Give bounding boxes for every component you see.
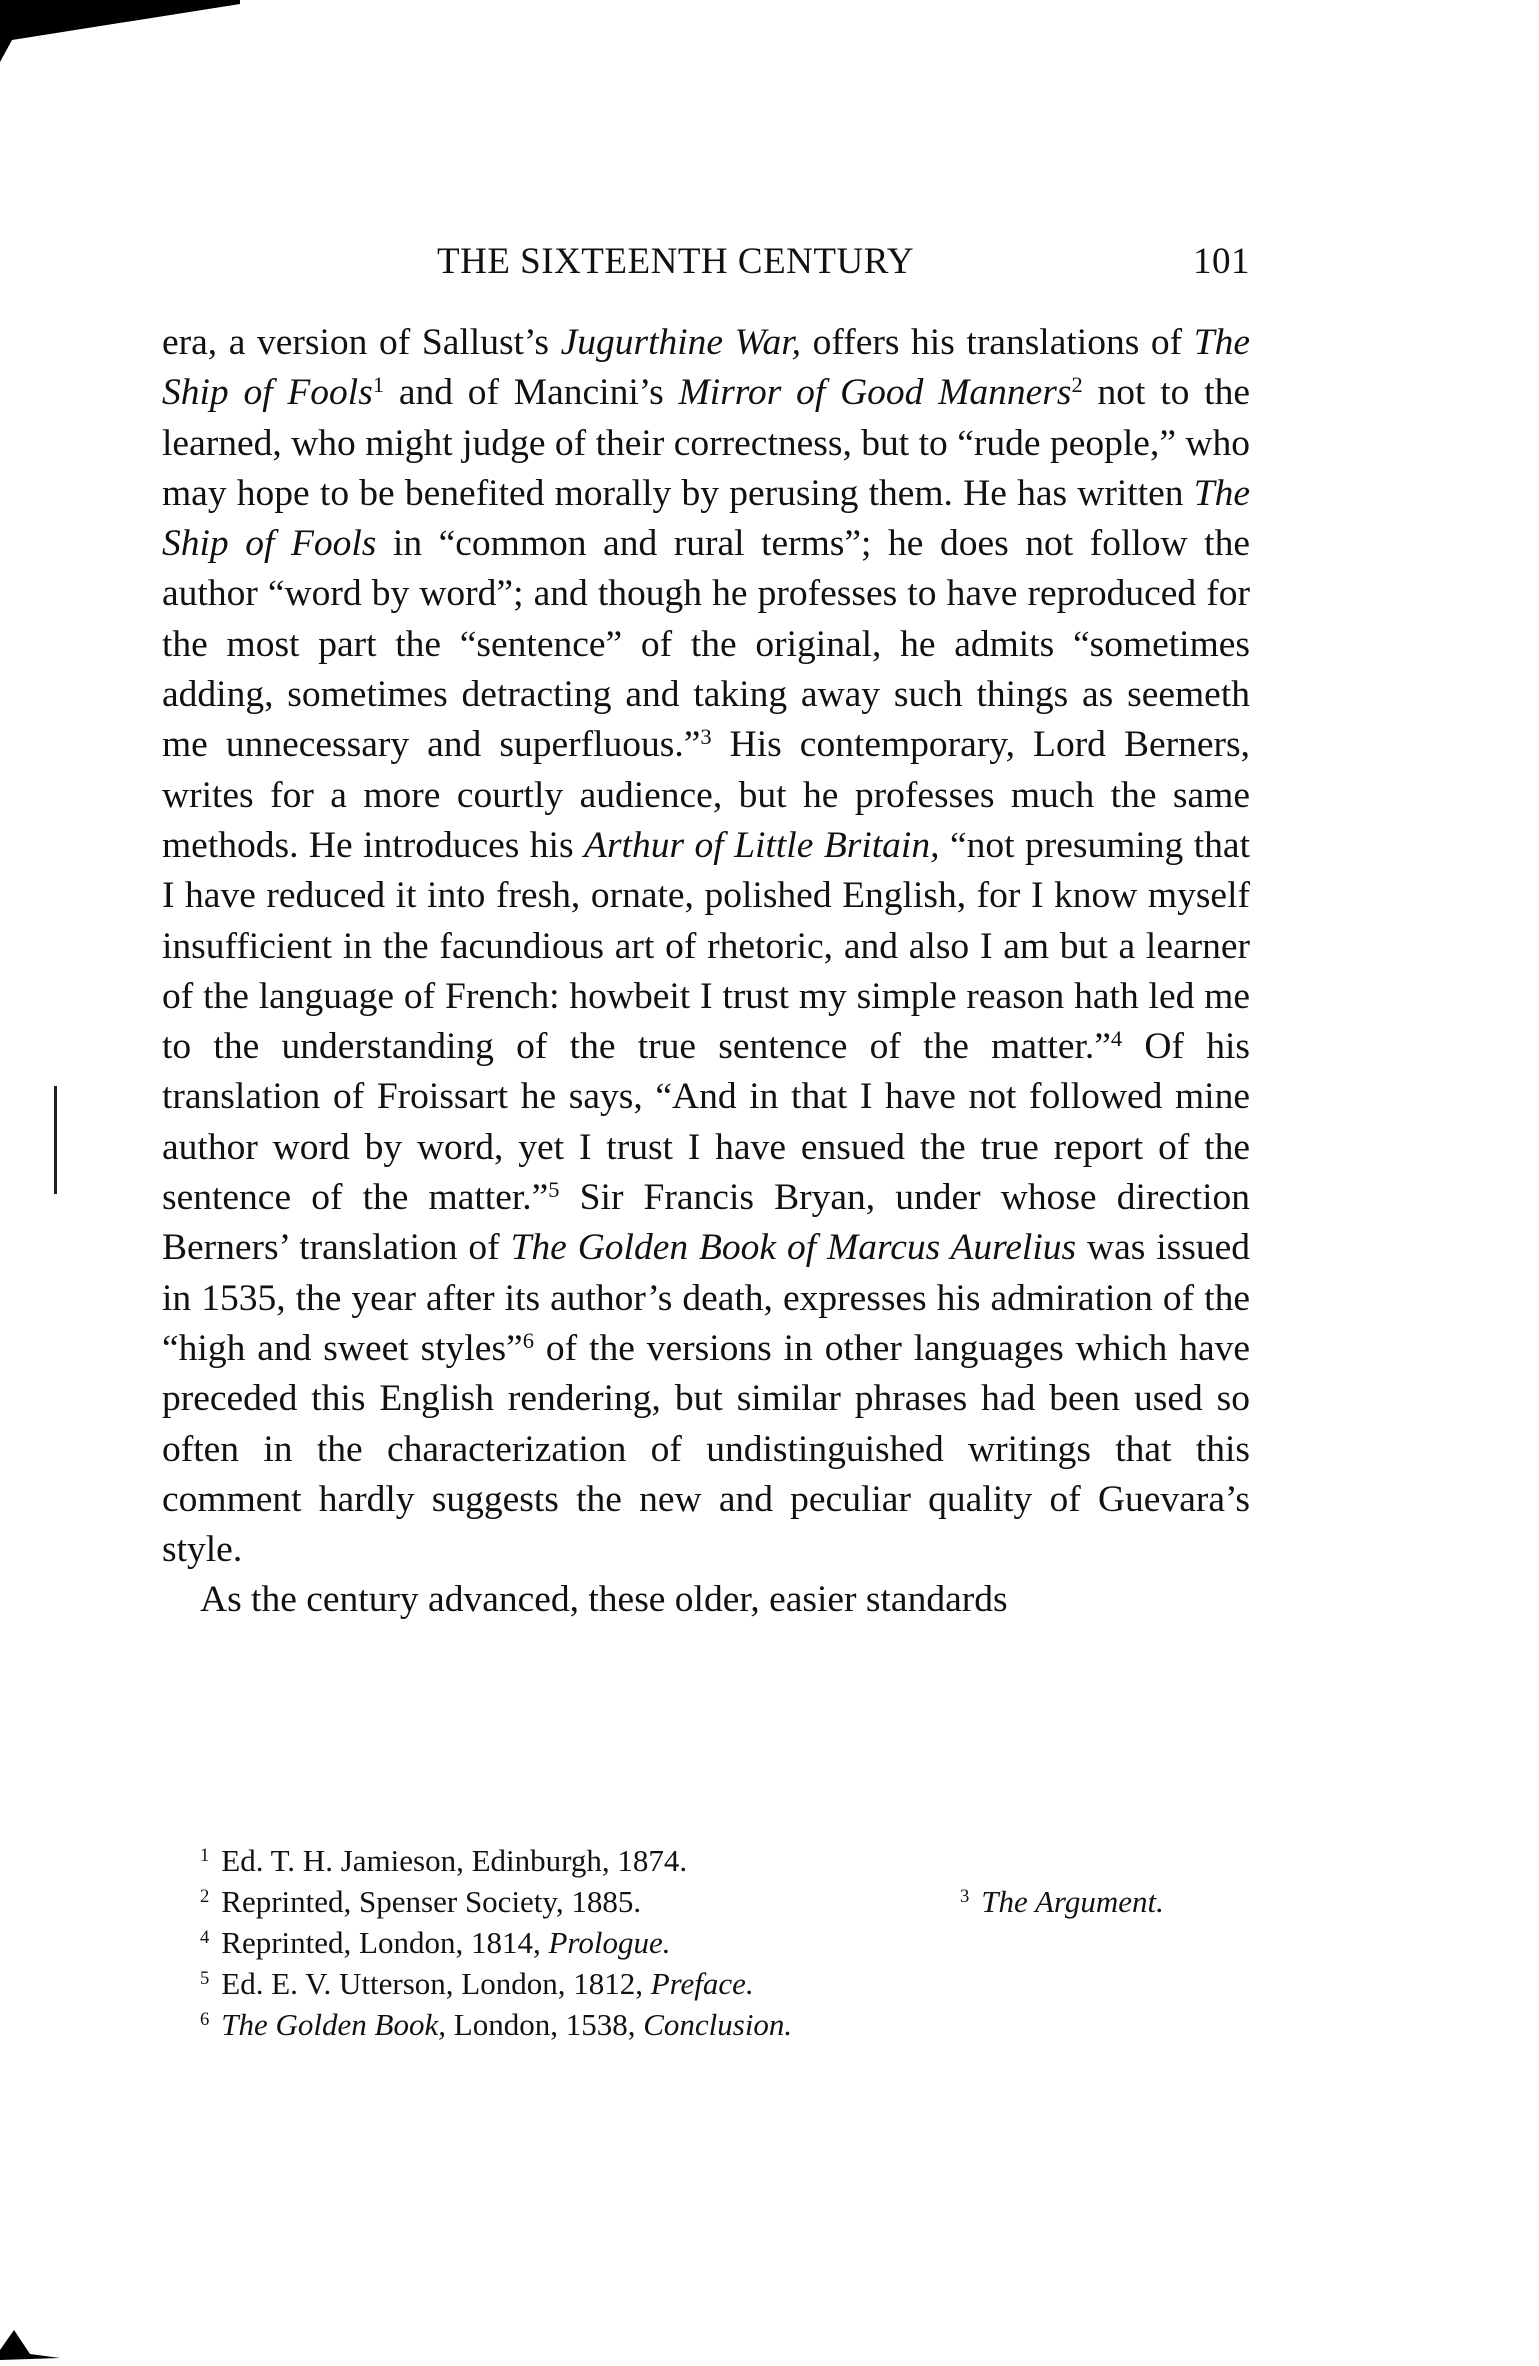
text-run: in “common and rural terms”; he does not follow the author “word by word”; and though he professes to have reproduced for the most part the “sentence” of the original, he admits “sometimes adding, sometimes detracting and taking away such things as seemeth me unnecessary and superfluous.” [162, 523, 1250, 766]
footnote-number: 1 [200, 1844, 210, 1866]
title-italic: Arthur of Little Britain, [584, 824, 940, 866]
text-run: was issued in 1535, the year after its author’s death, expresses his admiration of the “high and sweet styles” [162, 1227, 1250, 1369]
footnote-text: Reprinted, London, 1814, [221, 1925, 549, 1960]
footnote-text: Reprinted, Spenser Society, 1885. [221, 1884, 642, 1919]
text-run: offers his translations of [801, 322, 1194, 363]
text-run: His contemporary, Lord Berners, writes for a more courtly audience, but he professes much the same methods. He introduces his [162, 724, 1250, 866]
margin-rule [54, 1086, 57, 1194]
footnote-ref: 3 [700, 724, 712, 749]
paragraph-1 [162, 318, 1250, 1575]
text-run: Sir Francis Bryan, under whose direction Berners’ translation of [162, 1177, 1250, 1269]
paragraph-2: As the century advanced, these older, easier standards [200, 1579, 1008, 1621]
footnote-text: The Argument. [981, 1884, 1164, 1919]
footnote-ref: 2 [1071, 371, 1083, 397]
footnote-number: 3 [960, 1885, 970, 1907]
text-run: era, a version of Sallust’s [162, 322, 561, 363]
text-run: “not presuming that I have reduced it into fresh, ornate, polished English, for I know myself insufficient in the facundious art of rhetoric, and also I am but a learner of the language of French: howbeit I trust my simple reason hath led me to the understanding of the true sentence of the matter.” [162, 824, 1250, 1068]
footnote-ref: 1 [372, 371, 385, 397]
page-header [162, 240, 1250, 300]
scan-corner-mark [0, 0, 240, 80]
footnote-italic: Prologue. [548, 1925, 671, 1960]
footnote-text: Ed. E. V. Utterson, London, 1812, [221, 1966, 651, 2001]
body-text [162, 318, 1250, 1626]
text-run: not to the learned, who might judge of their correctness, but to “rude people,” who may hope to be benefited morally by perusing them. He has written [162, 372, 1250, 514]
footnote-number: 6 [200, 2008, 210, 2030]
footnote-4 [200, 1922, 1250, 1963]
footnote-number: 2 [200, 1885, 210, 1907]
footnotes [200, 1840, 1250, 2045]
title-italic: The Ship of Fools [162, 322, 1250, 414]
footnote-italic: Conclusion. [643, 2007, 793, 2042]
footnote-ref: 4 [1110, 1025, 1123, 1051]
footnote-italic: Preface. [650, 1966, 754, 2001]
title-italic: The Golden Book of Marcus Aurelius [510, 1227, 1077, 1269]
footnote-number: 4 [200, 1926, 210, 1948]
footnote-italic: The Golden Book, [221, 2007, 447, 2042]
text-run: and of Mancini’s [384, 372, 679, 414]
page-number: 101 [1193, 241, 1250, 282]
footnote-ref: 5 [548, 1176, 560, 1202]
footnote-ref: 6 [522, 1327, 534, 1353]
title-italic: The Ship of Fools [162, 472, 1250, 565]
running-head: THE SIXTEENTH CENTURY [437, 241, 915, 282]
footnote-3 [960, 1881, 1164, 1922]
footnote-number: 5 [200, 1967, 210, 1989]
title-italic: Jugurthine War, [560, 322, 802, 363]
footnote-2 [200, 1881, 1250, 1922]
footnote-1 [200, 1840, 1250, 1881]
text-run: of the versions in other languages which have preceded this English rendering, but similar phrases had been used so often in the characterization of undistinguished writings that this comment hardly suggests the new and peculiar quality of Guevara’s style. [162, 1327, 1250, 1571]
text-run: Of his translation of Froissart he says, “And in that I have not followed mine author word by word, yet I trust I have ensued the true report of the sentence of the matter.” [162, 1026, 1250, 1219]
title-italic: Mirror of Good Manners [678, 372, 1072, 414]
scan-bottom-mark [0, 2320, 60, 2360]
footnote-text: Ed. T. H. Jamieson, Edinburgh, 1874. [221, 1843, 688, 1878]
footnote-text: London, 1538, [446, 2007, 644, 2042]
footnote-6 [200, 2004, 1250, 2045]
footnote-5 [200, 1963, 1250, 2004]
